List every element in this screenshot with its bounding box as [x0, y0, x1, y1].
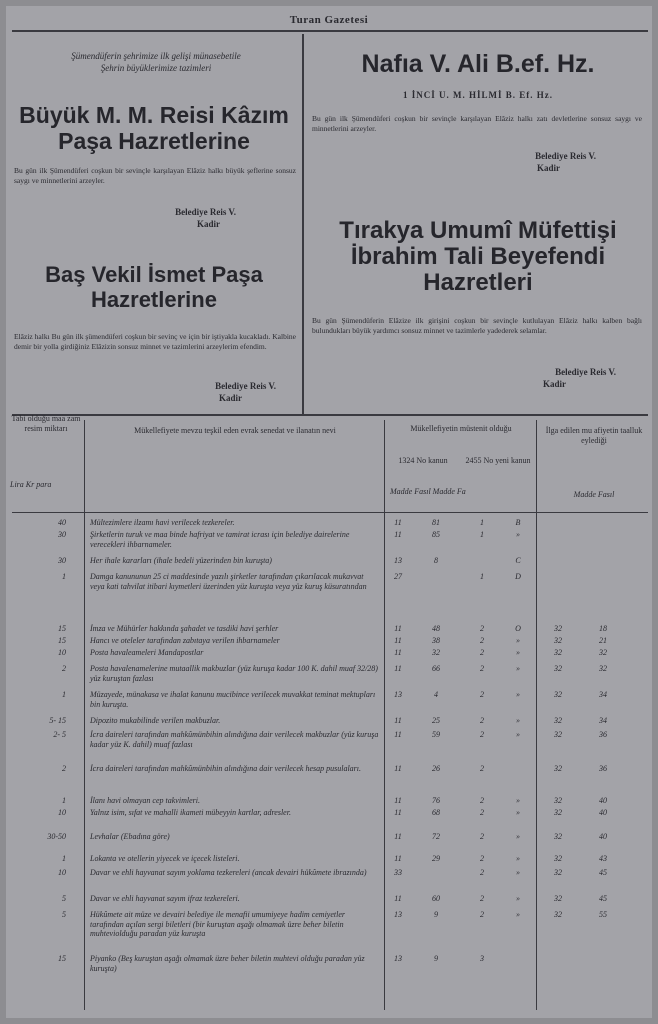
repealed-madde-cell: 32	[554, 690, 562, 699]
tariff-cell: 15	[58, 954, 66, 963]
kazim-body: Bu gün ilk Şümendüferi coşkun bir sevinçle karşılayan Elâziz halkı büyük şeflerine sonsuz saygı ve minnetlerini arzeyler.	[14, 166, 296, 185]
repealed-fasil-cell: 32	[599, 664, 607, 673]
repealed-fasil-cell: 45	[599, 868, 607, 877]
law1-madde-cell: 11	[394, 796, 402, 805]
description-cell: İcra daireleri tarafından mahkûmünbihin alındığına dair verilecek hesap pusulaları.	[90, 764, 362, 773]
tariff-cell: 1	[62, 796, 66, 805]
ismet-body: Elâziz halkı Bu gün ilk şümendüferi coşkun bir sevinç ve için bir iştiyakla kucakladı. Kalbine demir bir yolla girdiğiniz Elâzizin sonsuz minnet ve tazimlerini arzeylerim efendim.	[14, 332, 296, 351]
tariff-cell: 10	[58, 808, 66, 817]
law2-fasil-cell: »	[516, 648, 520, 657]
repealed-madde-cell: 32	[554, 832, 562, 841]
law1-fasil-cell: 59	[432, 730, 440, 739]
law1-madde-cell: 11	[394, 664, 402, 673]
ibrahim-tali-signature: Belediye Reis V. Kadir	[542, 367, 616, 389]
law2-madde-cell: 2	[480, 808, 484, 817]
law2-fasil-cell: »	[516, 868, 520, 877]
description-cell: Dipozito mukabilinde verilen makbuzlar.	[90, 716, 221, 725]
repealed-fasil-cell: 55	[599, 910, 607, 919]
law2-madde-cell: 2	[480, 764, 484, 773]
law2-fasil-cell: C	[515, 556, 521, 565]
ali-signature: Belediye Reis V. Kadir	[535, 151, 596, 173]
law2-fasil-cell: »	[516, 530, 520, 539]
tariff-cell: 1	[62, 572, 66, 581]
law1-madde-cell: 11	[394, 518, 402, 527]
table-vline-3	[536, 420, 537, 1010]
description-cell: Posta havaleameleri Mandapostlar	[90, 648, 204, 657]
law2-fasil-cell: »	[516, 910, 520, 919]
law2-fasil-cell: »	[516, 716, 520, 725]
law2-madde-cell: 2	[480, 690, 484, 699]
law1-madde-cell: 13	[394, 910, 402, 919]
table-vline-1	[84, 420, 85, 1010]
col-description-header: Mükellefiyete mevzu teşkil eden evrak senedat ve ilanatın nevi	[134, 426, 336, 435]
law2-madde-cell: 2	[480, 730, 484, 739]
ismet-heading: Baş Vekil İsmet Paşa Hazretlerine	[45, 262, 263, 312]
law2-fasil-cell: »	[516, 894, 520, 903]
law2-madde-cell: 2	[480, 854, 484, 863]
law1-madde-cell: 33	[394, 868, 402, 877]
tariff-cell: 1	[62, 854, 66, 863]
col-tariff-unit: Lira Kr para	[10, 480, 52, 489]
col-law-header: Mükellefiyetin müstenit olduğu	[410, 424, 512, 433]
repealed-fasil-cell: 36	[599, 730, 607, 739]
law2-madde-cell: 1	[480, 518, 484, 527]
repealed-madde-cell: 32	[554, 730, 562, 739]
tariff-cell: 30	[58, 530, 66, 539]
law2-madde-cell: 2	[480, 716, 484, 725]
law1-fasil-cell: 48	[432, 624, 440, 633]
law1-fasil-cell: 76	[432, 796, 440, 805]
law1-madde-cell: 11	[394, 832, 402, 841]
repealed-madde-cell: 32	[554, 648, 562, 657]
law2-fasil-cell: »	[516, 730, 520, 739]
law2-fasil-cell: »	[516, 636, 520, 645]
repealed-fasil-cell: 40	[599, 832, 607, 841]
kazim-heading: Büyük M. M. Reisi Kâzım Paşa Hazretlerine	[19, 102, 289, 154]
newspaper-page	[6, 6, 652, 1018]
law1-fasil-cell: 9	[434, 910, 438, 919]
repealed-fasil-cell: 40	[599, 808, 607, 817]
description-cell: Hükûmete ait müze ve devairi belediye ile menafii umumiyeye hadim cemiyetler tarafından açılan sergi biletleri (bir kuruştan aşağı olmamak üzre beher biletin muhteviolduğu paradan yüz kuruşta	[90, 910, 346, 938]
table-header-rule	[12, 512, 648, 513]
repealed-fasil-cell: 36	[599, 764, 607, 773]
repealed-fasil-cell: 21	[599, 636, 607, 645]
law1-madde-cell: 11	[394, 764, 402, 773]
ali-body: Bu gün ilk Şümendüferi coşkun bir sevinçle karşılayan Elâziz halkı zatı devletlerine sonsuz saygı ve minnetlerini arzeyler.	[312, 114, 642, 133]
tariff-cell: 15	[58, 636, 66, 645]
law2-fasil-cell: B	[515, 518, 521, 527]
law1-fasil-cell: 85	[432, 530, 440, 539]
description-cell: Mültezimlere ilzamı havi verilecek tezkereler.	[90, 518, 235, 527]
law1-fasil-cell: 9	[434, 954, 438, 963]
repealed-fasil-cell: 43	[599, 854, 607, 863]
kazim-signature: Belediye Reis V. Kadir	[175, 207, 236, 229]
column-divider	[302, 34, 304, 414]
law1-fasil-cell: 81	[432, 518, 440, 527]
description-cell: Piyanko (Beş kuruştan aşağı olmamak üzre beher biletin muhtevi olduğu paradan yüz kuruşta)	[90, 954, 365, 973]
ibrahim-tali-heading: Tırakya Umumî Müfettişi İbrahim Tali Beyefendi Hazretleri	[339, 217, 617, 296]
repealed-madde-cell: 32	[554, 808, 562, 817]
repealed-fasil-cell: 45	[599, 894, 607, 903]
col-law2-header: 2455 No yeni kanun	[465, 456, 531, 465]
repealed-madde-cell: 32	[554, 716, 562, 725]
repealed-fasil-cell: 34	[599, 716, 607, 725]
repealed-fasil-cell: 32	[599, 648, 607, 657]
law1-madde-cell: 11	[394, 648, 402, 657]
law1-madde-cell: 11	[394, 854, 402, 863]
law1-fasil-cell: 66	[432, 664, 440, 673]
law2-fasil-cell: »	[516, 832, 520, 841]
law2-madde-cell: 2	[480, 910, 484, 919]
law1-fasil-cell: 60	[432, 894, 440, 903]
description-cell: Posta havalenamelerine mutaallik makbuzlar (yüz kuruşa kadar 100 K. dahil muaf 32/28) yüz kuruştan fazlası	[90, 664, 378, 683]
description-cell: Müzayede, münakasa ve ihalat kanunu mucibince verilecek muvakkat teminat mektupları bin kuruşta.	[90, 690, 376, 709]
repealed-fasil-cell: 34	[599, 690, 607, 699]
law2-fasil-cell: »	[516, 854, 520, 863]
law1-madde-cell: 13	[394, 954, 402, 963]
law1-fasil-cell: 8	[434, 556, 438, 565]
law2-madde-cell: 2	[480, 832, 484, 841]
law2-fasil-cell: »	[516, 796, 520, 805]
section-rule	[12, 414, 648, 416]
law1-madde-cell: 11	[394, 894, 402, 903]
law1-fasil-cell: 72	[432, 832, 440, 841]
tariff-cell: 10	[58, 648, 66, 657]
ali-subheading: 1 İNCİ U. M. HİLMİ B. Ef. Hz.	[403, 90, 553, 100]
law2-madde-cell: 2	[480, 796, 484, 805]
law2-fasil-cell: »	[516, 690, 520, 699]
repealed-madde-cell: 32	[554, 624, 562, 633]
repealed-madde-cell: 32	[554, 796, 562, 805]
repealed-madde-cell: 32	[554, 868, 562, 877]
tariff-cell: 15	[58, 624, 66, 633]
tariff-cell: 40	[58, 518, 66, 527]
law1-madde-cell: 11	[394, 716, 402, 725]
law1-fasil-cell: 25	[432, 716, 440, 725]
ibrahim-tali-body: Bu gün Şümendüferin Elâzize ilk girişini coşkun bir sevinçle kutlulayan Elâziz halkı kalben bağlı bulundukları büyük yardımcı sonsuz minnet ve tazimlerle yadederek selamlar.	[312, 316, 642, 335]
description-cell: İlanı havi olmayan cep takvimleri.	[90, 796, 200, 805]
repealed-madde-cell: 32	[554, 910, 562, 919]
tariff-cell: 5	[62, 910, 66, 919]
law2-madde-cell: 2	[480, 894, 484, 903]
repealed-fasil-cell: 40	[599, 796, 607, 805]
description-cell: Yalnız isim, sıfat ve mahalli ikameti mübeyyin kartlar, adresler.	[90, 808, 291, 817]
tariff-cell: 1	[62, 690, 66, 699]
tariff-cell: 30-50	[47, 832, 66, 841]
law2-madde-cell: 2	[480, 624, 484, 633]
law2-madde-cell: 1	[480, 530, 484, 539]
description-cell: Davar ve ehli hayvanat sayım ifraz tezkereleri.	[90, 894, 240, 903]
tariff-cell: 2	[62, 664, 66, 673]
repealed-fasil-cell: 18	[599, 624, 607, 633]
description-cell: Her ihale kararları (ihale bedeli yüzerinden bin kuruşta)	[90, 556, 272, 565]
tariff-cell: 5	[62, 894, 66, 903]
law2-madde-cell: 2	[480, 636, 484, 645]
col-tariff-header: Tabi olduğu maa zam resim miktarı	[11, 414, 81, 433]
repealed-madde-cell: 32	[554, 894, 562, 903]
law1-fasil-cell: 38	[432, 636, 440, 645]
law1-madde-cell: 11	[394, 730, 402, 739]
ali-heading: Nafıa V. Ali B.ef. Hz.	[361, 50, 595, 78]
law2-madde-cell: 1	[480, 572, 484, 581]
law1-madde-cell: 11	[394, 808, 402, 817]
description-cell: Lokanta ve otellerin yiyecek ve içecek listeleri.	[90, 854, 240, 863]
law1-fasil-cell: 4	[434, 690, 438, 699]
col-repealed-header: İlga edilen mu afiyetin taalluk eylediği	[545, 426, 643, 445]
table-vline-2	[384, 420, 385, 1010]
description-cell: Şirketlerin turuk ve maa binde hafriyat ve tamirat icrası için belediye dairelerine verecekleri ihbarnameler.	[90, 530, 350, 549]
law2-fasil-cell: »	[516, 664, 520, 673]
law1-madde-cell: 27	[394, 572, 402, 581]
description-cell: Davar ve ehli hayvanat sayım yoklama tezkereleri (ancak devairi hükûmete ibrazında)	[90, 868, 367, 877]
law1-fasil-cell: 29	[432, 854, 440, 863]
tariff-cell: 10	[58, 868, 66, 877]
tariff-cell: 30	[58, 556, 66, 565]
law2-madde-cell: 3	[480, 954, 484, 963]
tariff-cell: 2- 5	[53, 730, 66, 739]
repealed-madde-cell: 32	[554, 854, 562, 863]
repealed-madde-cell: 32	[554, 764, 562, 773]
law2-madde-cell: 2	[480, 868, 484, 877]
law2-fasil-cell: O	[515, 624, 521, 633]
law1-madde-cell: 11	[394, 624, 402, 633]
tariff-cell: 2	[62, 764, 66, 773]
repealed-madde-cell: 32	[554, 636, 562, 645]
description-cell: İcra daireleri tarafından mahkûmünbihin alındığına dair verilecek makbuzlar (yüz kuruşa kadar yüz K. dahil) muaf fazlası	[90, 730, 379, 749]
law2-fasil-cell: »	[516, 808, 520, 817]
law2-fasil-cell: D	[515, 572, 521, 581]
law1-madde-cell: 13	[394, 556, 402, 565]
col-madde-fasil-header: Madde Fasıl Madde Fa	[390, 487, 466, 496]
col-repealed-sub: Madde Fasıl	[573, 490, 615, 499]
description-cell: İmza ve Mühürler hakkında şahadet ve tasdiki havi şerhler	[90, 624, 279, 633]
masthead: Turan Gazetesi	[289, 14, 369, 26]
col-law1-header: 1324 No kanun	[398, 456, 448, 465]
tariff-cell: 5- 15	[49, 716, 66, 725]
left-intro: Şümendüferin şehrimize ilk gelişi münasebetile Şehrin büyüklerimize tazimleri	[71, 51, 241, 73]
law1-fasil-cell: 32	[432, 648, 440, 657]
law1-madde-cell: 13	[394, 690, 402, 699]
ismet-signature: Belediye Reis V. Kadir	[215, 381, 276, 403]
law1-madde-cell: 11	[394, 636, 402, 645]
description-cell: Damga kanununun 25 ci maddesinde yazılı şirketler tarafından çıkarılacak mukavvat veya kati tahvilat itibari kıymetleri üzerinden yüz kuruşta veya yüz kuruş küsuratından	[90, 572, 367, 591]
repealed-madde-cell: 32	[554, 664, 562, 673]
law1-madde-cell: 11	[394, 530, 402, 539]
law2-madde-cell: 2	[480, 664, 484, 673]
law2-madde-cell: 2	[480, 648, 484, 657]
law1-fasil-cell: 26	[432, 764, 440, 773]
description-cell: Levhalar (Ebadına göre)	[90, 832, 170, 841]
law1-fasil-cell: 68	[432, 808, 440, 817]
description-cell: Hancı ve oteleler tarafından zabıtaya verilen ihbarnameler	[90, 636, 280, 645]
header-rule	[12, 30, 648, 32]
